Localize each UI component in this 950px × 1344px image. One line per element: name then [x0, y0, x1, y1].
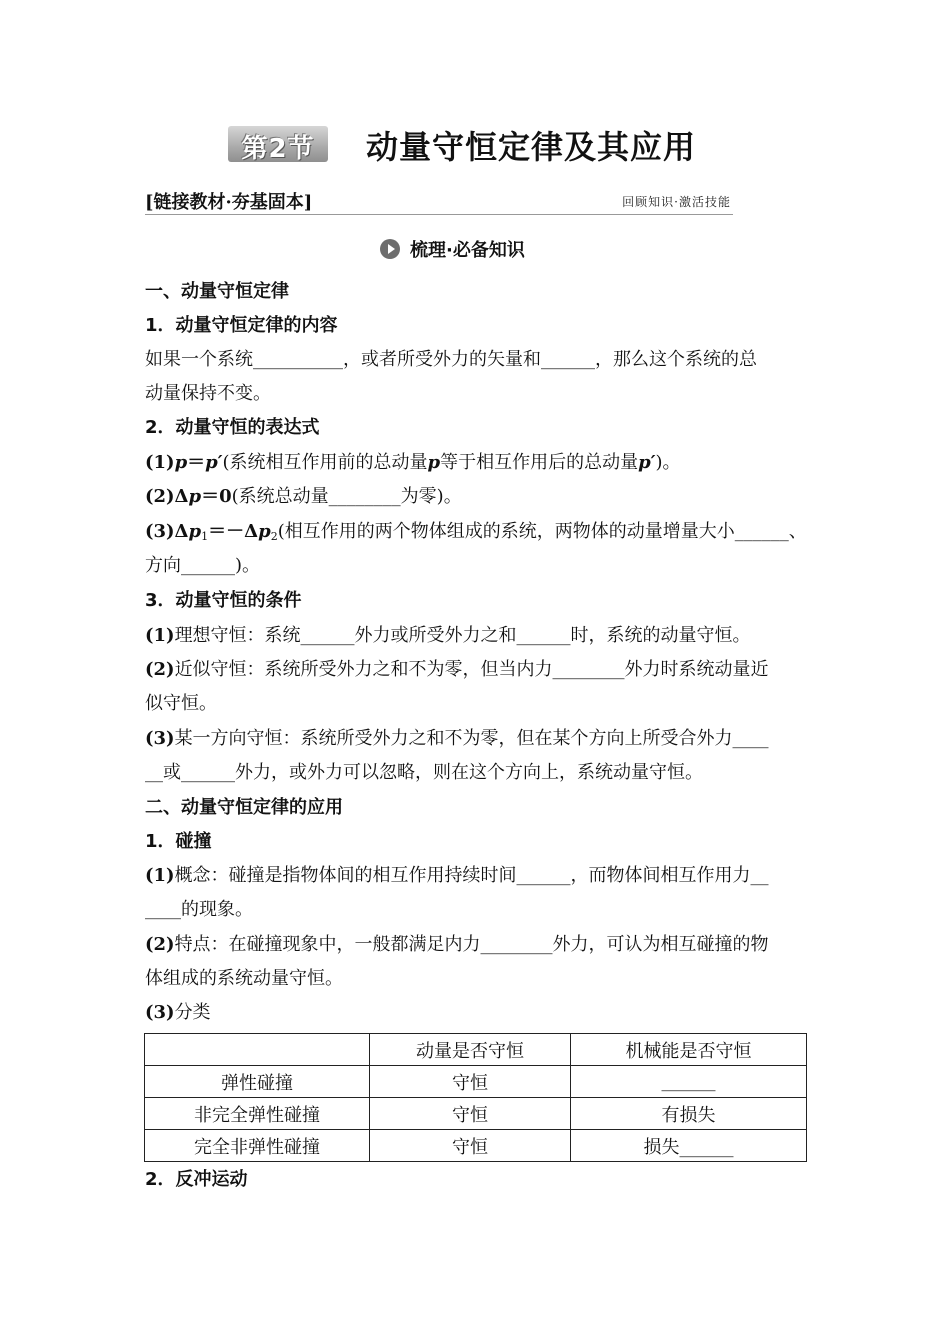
cond3-prefix: (3)	[145, 728, 175, 749]
heading-1: 一、动量守恒定律	[145, 281, 289, 302]
section-badge-text: 第2节	[241, 134, 315, 164]
cond1-text: 理想守恒：系统______外力或所受外力之和______时，系统的动量守恒。	[174, 625, 751, 646]
coll3-text: 分类	[174, 1002, 211, 1023]
cond2-prefix: (2)	[145, 659, 175, 680]
collision-1a	[145, 864, 769, 888]
heading-1-1: 1．动量守恒定律的内容	[145, 315, 338, 336]
expr2-text: (系统总动量________为零)。	[231, 486, 462, 507]
play-icon	[380, 239, 400, 259]
expr3-prefix: (3)Δ	[145, 521, 189, 542]
expr3-sub1: 1	[201, 530, 209, 543]
section-bar-right: 回顾知识·激活技能	[622, 195, 731, 209]
cond2-text: 近似守恒：系统所受外力之和不为零，但当内力________外力时系统动量近	[174, 659, 769, 680]
coll1-text: 概念：碰撞是指物体间的相互作用持续时间______，而物体间相互作用力__	[174, 865, 769, 886]
table-cell: 守恒	[370, 1130, 571, 1162]
table-header-row	[145, 1034, 807, 1066]
table-cell: 守恒	[370, 1066, 571, 1098]
collision-1b: ____的现象。	[145, 899, 253, 920]
section-bar-left: [链接教材·夯基固本]	[145, 192, 313, 213]
table-cell: 非完全弹性碰撞	[145, 1098, 370, 1130]
expr3-eq: ＝－Δ	[208, 521, 259, 542]
expr3-p: p	[188, 521, 202, 542]
heading-2: 二、动量守恒定律的应用	[145, 797, 343, 818]
heading-1-2: 2．动量守恒的表达式	[145, 417, 320, 438]
expr1-p-2: p	[427, 452, 441, 473]
expr1-text: (系统相互作用前的总动量	[222, 452, 428, 473]
expr2-prefix: (2)Δ	[145, 486, 189, 507]
table-cell: 损失______	[571, 1130, 807, 1162]
paragraph-1b: 动量保持不变。	[145, 383, 271, 404]
table-row	[145, 1130, 807, 1162]
coll3-prefix: (3)	[145, 1002, 175, 1023]
chapter-title-row	[228, 122, 768, 172]
table-cell: 完全非弹性碰撞	[145, 1130, 370, 1162]
table-cell: 有损失	[571, 1098, 807, 1130]
expr2-eq: ＝0	[201, 486, 232, 507]
condition-3a	[145, 727, 769, 751]
table-cell: ______	[571, 1066, 807, 1098]
coll2-prefix: (2)	[145, 934, 175, 955]
condition-1	[145, 624, 751, 648]
heading-2-1: 1．碰撞	[145, 831, 212, 852]
page-title: 动量守恒定律及其应用	[366, 128, 697, 166]
expr1-p-prime-2: p′	[638, 452, 656, 473]
table-header-cell: 机械能是否守恒	[571, 1034, 807, 1066]
condition-3b: __或______外力，或外力可以忽略，则在这个方向上，系统动量守恒。	[145, 762, 703, 783]
heading-2-2: 2．反冲运动	[145, 1169, 248, 1190]
expression-1	[145, 451, 681, 475]
section-bar	[145, 188, 733, 215]
condition-2a	[145, 658, 769, 682]
table-row	[145, 1098, 807, 1130]
expression-2	[145, 485, 462, 509]
table-cell: 弹性碰撞	[145, 1066, 370, 1098]
table-cell: 守恒	[370, 1098, 571, 1130]
expr1-text-2: 等于相互作用后的总动量	[440, 452, 639, 473]
expr1-p: p	[174, 452, 188, 473]
paragraph-1a: 如果一个系统__________，或者所受外力的矢量和______，那么这个系统的总	[145, 349, 757, 370]
expression-3b: 方向______)。	[145, 555, 261, 576]
collision-2b: 体组成的系统动量守恒。	[145, 968, 343, 989]
expr2-p: p	[188, 486, 202, 507]
table-row	[145, 1066, 807, 1098]
expr3-sub2: 2	[270, 530, 278, 543]
heading-1-3: 3．动量守恒的条件	[145, 590, 302, 611]
subheading-text: 梳理·必备知识	[410, 240, 525, 261]
cond3-text: 某一方向守恒：系统所受外力之和不为零，但在某个方向上所受合外力____	[174, 728, 769, 749]
section-badge	[228, 126, 328, 162]
condition-2b: 似守恒。	[145, 693, 217, 714]
table-header-cell: 动量是否守恒	[370, 1034, 571, 1066]
expr3-text: (相互作用的两个物体组成的系统，两物体的动量增量大小______、	[277, 521, 807, 542]
cond1-prefix: (1)	[145, 625, 175, 646]
table-header-cell	[145, 1034, 370, 1066]
coll2-text: 特点：在碰撞现象中，一般都满足内力________外力，可认为相互碰撞的物	[174, 934, 769, 955]
collision-3	[145, 1001, 211, 1025]
collision-2a	[145, 933, 769, 957]
expression-3	[145, 520, 807, 549]
expr1-end: )。	[655, 452, 681, 473]
expr1-eq: ＝	[187, 452, 206, 473]
expr1-p-prime: p′	[205, 452, 223, 473]
collision-classification-table	[144, 1033, 807, 1162]
expr1-prefix: (1)	[145, 452, 175, 473]
coll1-prefix: (1)	[145, 865, 175, 886]
expr3-p2: p	[258, 521, 271, 542]
